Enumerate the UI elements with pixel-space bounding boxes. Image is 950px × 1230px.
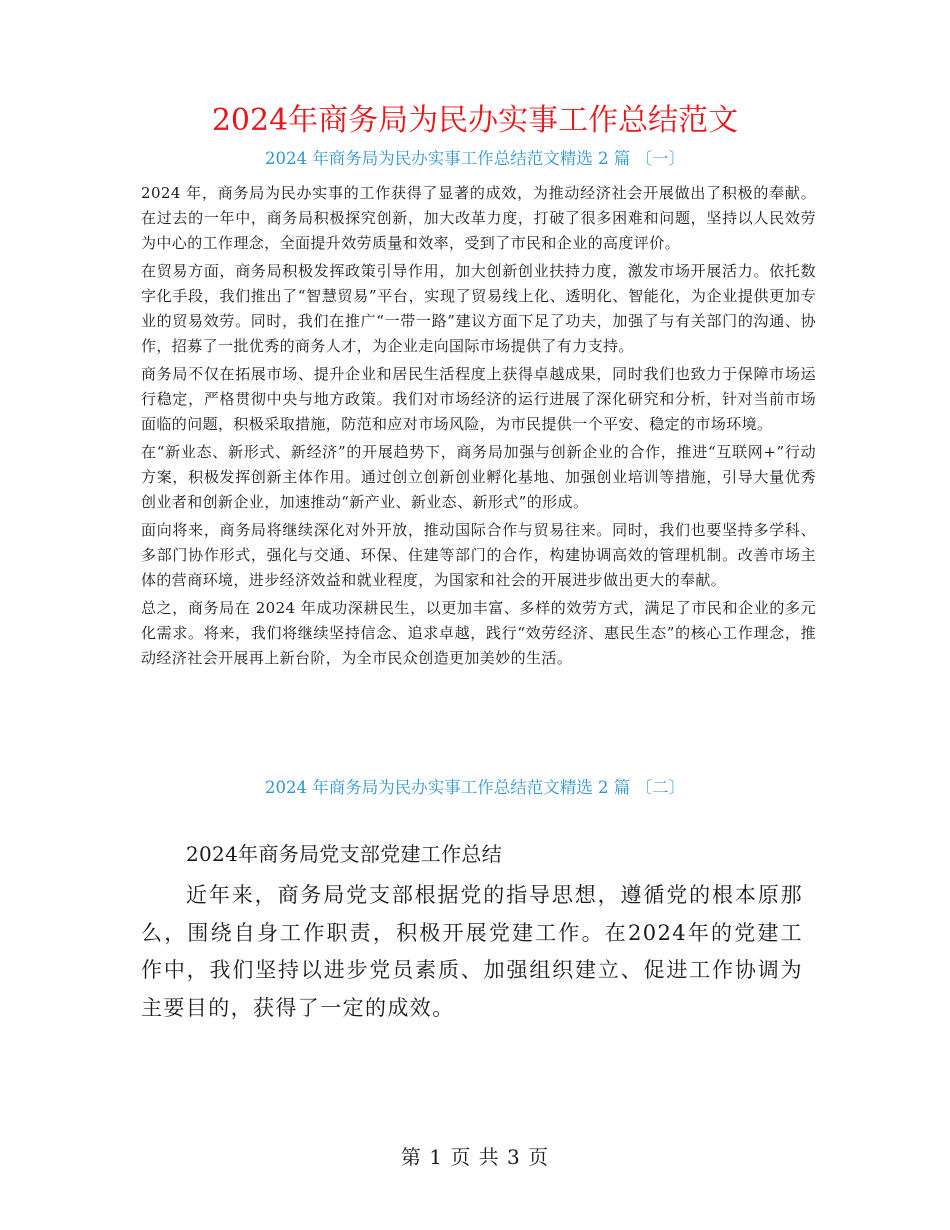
page-number-footer: 第 1 页 共 3 页	[400, 1145, 550, 1169]
page-title: 2024年商务局为民办实事工作总结范文	[211, 103, 739, 138]
body-paragraph-3: 商务局不仅在拓展市场、提升企业和居民生活程度上获得卓越成果，同时我们也致力于保障市场运行稳定，严格贯彻中央与地方政策。我们对市场经济的运行进展了深化研究和分析，针对当前市场面临的问题，积极采取措施，防范和应对市场风险，为市民提供一个平安、稳定的市场环境。	[141, 365, 816, 433]
section-two-body	[141, 836, 803, 1027]
section-subtitle-2: 2024 年商务局为民办实事工作总结范文精选 2 篇 〔二〕	[265, 778, 685, 797]
section-subtitle-1: 2024 年商务局为民办实事工作总结范文精选 2 篇 〔一〕	[265, 149, 685, 168]
body-paragraph-4: 在“新业态、新形式、新经济”的开展趋势下，商务局加强与创新企业的合作，推进“互联网+”行动方案，积极发挥创新主体作用。通过创立创新创业孵化基地、加强创业培训等措施，引导大量优秀创业者和创新企业，加速推动“新产业、新业态、新形式”的形成。	[141, 443, 816, 511]
body-paragraph-2: 在贸易方面，商务局积极发挥政策引导作用，加大创新创业扶持力度，激发市场开展活力。依托数字化手段，我们推出了“智慧贸易”平台，实现了贸易线上化、透明化、智能化，为企业提供更加专业的贸易效劳。同时，我们在推广“一带一路”建议方面下足了功夫，加强了与有关部门的沟通、协作，招募了一批优秀的商务人才，为企业走向国际市场提供了有力支持。	[141, 262, 816, 355]
body-paragraph-1: 2024 年，商务局为民办实事的工作获得了显著的成效，为推动经济社会开展做出了积极的奉献。在过去的一年中，商务局积极探究创新，加大改革力度，打破了很多困难和问题，坚持以人民效劳为中心的工作理念，全面提升效劳质量和效率，受到了市民和企业的高度评价。	[141, 184, 816, 252]
section-one-body	[141, 181, 816, 674]
body-paragraph-6: 总之，商务局在 2024 年成功深耕民生，以更加丰富、多样的效劳方式，满足了市民和企业的多元化需求。将来，我们将继续坚持信念、追求卓越，践行“效劳经济、惠民生态”的核心工作理念，推动经济社会开展再上新台阶，为全市民众创造更加美妙的生活。	[141, 599, 816, 667]
section-two-paragraph: 近年来，商务局党支部根据党的指导思想，遵循党的根本原那么，围绕自身工作职责，积极开展党建工作。在2024年的党建工作中，我们坚持以进步党员素质、加强组织建立、促进工作协调为主要目的，获得了一定的成效。	[141, 883, 803, 1020]
body-paragraph-5: 面向将来，商务局将继续深化对外开放，推动国际合作与贸易往来。同时，我们也要坚持多学科、多部门协作形式，强化与交通、环保、住建等部门的合作，构建协调高效的管理机制。改善市场主体的营商环境，进步经济效益和就业程度，为国家和社会的开展进步做出更大的奉献。	[141, 521, 816, 589]
section-two-heading: 2024年商务局党支部党建工作总结	[186, 842, 502, 866]
